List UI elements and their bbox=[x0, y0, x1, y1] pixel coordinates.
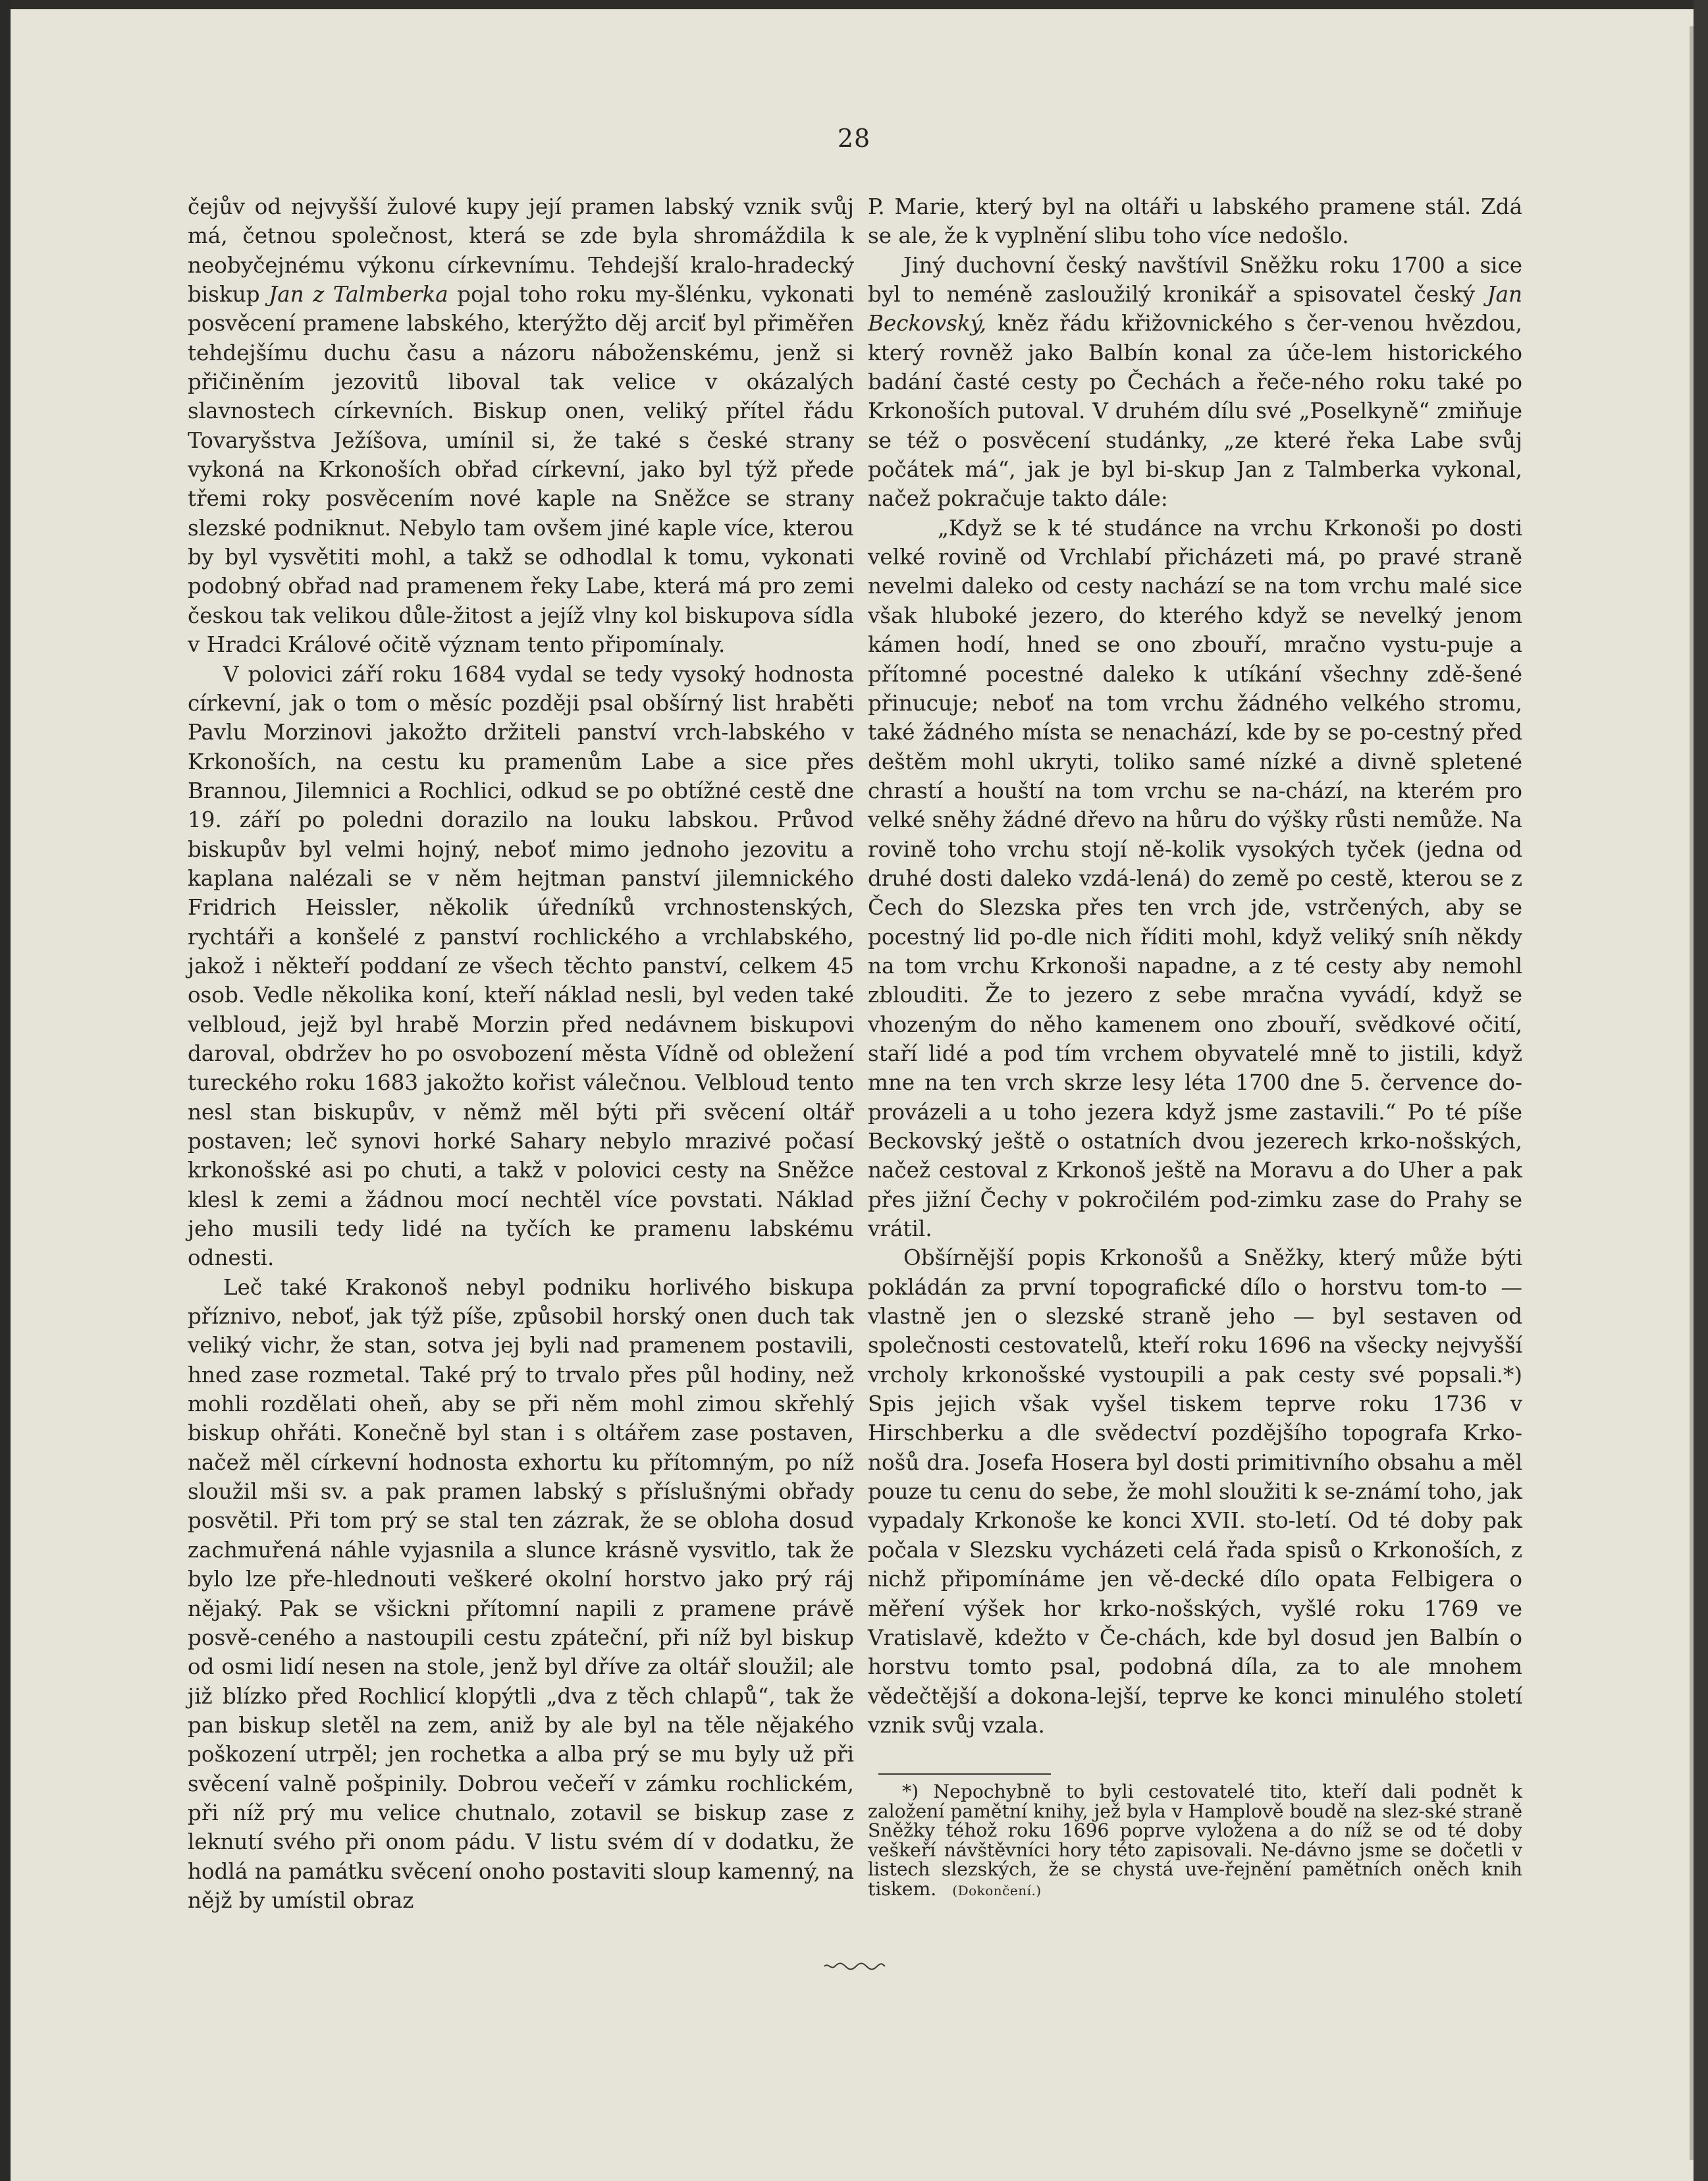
page-number: 28 bbox=[837, 124, 871, 153]
scan-edge-right bbox=[1694, 0, 1708, 2181]
paragraph: Leč také Krakonoš nebyl podniku horlivého biskupa příznivo, neboť, jak týž píše, způsobil horský onen duch tak veliký vichr, že stan, sotva jej byli nad pramenem postavili, hned zase rozmetal. Také prý to trvalo přes půl hodiny, než mohli rozdělati oheň, aby se při něm mohl zimou skřehlý biskup ohřáti. Konečně byl stan i s oltářem zase postaven, načež měl církevní hodnosta exhortu ku přítomným, po níž sloužil mši sv. a pak pramen labský s příslušnými obřady posvětil. Při tom prý se stal ten zázrak, že se obloha dosud zachmuřená náhle vyjasnila a slunce krásně vysvitlo, tak že bylo lze pře-hlednouti veškeré okolní horstvo jako prý ráj nějaký. Pak se všickni přítomní napili z pramene právě posvě-ceného a nastoupili cestu zpáteční, při níž byl biskup od osmi lidí nesen na stole, jenž byl dříve za oltář sloužil; ale již blízko před Rochlicí klopýtli „dva z těch chlapů“, tak že pan biskup sletěl na zem, aniž by ale byl na těle nějakého poškození utrpěl; jen rochetka a alba prý se mu byly už při svěcení valně pošpinily. Dobrou večeří v zámku rochlickém, při níž prý mu velice chutnalo, zotavil se biskup zase z leknutí svého při onom pádu. V listu svém dí v dodatku, že hodlá na památku svěcení onoho postaviti sloup kamenný, na nějž by umístil obraz bbox=[188, 1274, 854, 1913]
scan-edge-left bbox=[0, 0, 11, 2181]
text-run: pojal toho roku my-šlénku, vykonati posvěcení pramene labského, kterýžto děj arciť byl přiměřen tehdejšímu duchu času a názoru náboženskému, jenž si přičiněním jezovitů liboval tak velice v okázalých slavnostech církevních. Biskup onen, veliký přítel řádu Tovaryšstva Ježíšova, umínil si, že také s české strany vykoná na Krkonoších obřad církevní, jako byl týž přede třemi roky posvěcením nové kaple na Sněžce se strany slezské podniknut. Nebylo tam ovšem jiné kaple více, kterou by byl vysvětiti mohl, a takž se odhodlal k tomu, vykonati podobný obřad nad pramenem řeky Labe, která má pro zemi českou tak velikou důle-žitost a jejíž vlny kol biskupova sídla v Hradci Králové očitě význam tento připomínaly. bbox=[188, 282, 854, 658]
paragraph: V polovici září roku 1684 vydal se tedy vysoký hodnosta církevní, jak o tom o měsíc později psal obšírný list hraběti Pavlu Morzinovi jakožto držiteli panství vrch-labského v Krkonoších, na cestu ku pramenům Labe a sice přes Brannou, Jilemnici a Rochlici, odkud se po obtížné cestě dne 19. září po poledni dorazilo na louku labskou. Průvod biskupův byl velmi hojný, neboť mimo jednoho jezovitu a kaplana nalézali se v něm hejtman panství jilemnického Fridrich Heissler, několik úředníků vrchnostenských, rychtáři a konšelé z panství rochlického a vrchlabského, jakož i někteří poddaní ze všech těchto panství, celkem 45 osob. Vedle několika koní, kteří náklad nesli, byl veden také velbloud, jejž byl hrabě Morzin před nedávnem biskupovi daroval, obdržev ho po osvobození města Vídně od obležení tureckého roku 1683 jakožto kořist válečnou. Velbloud tento nesl stan biskupův, v němž měl býti při svěcení oltář postaven; leč synovi horké Sahary nebylo mrazivé počasí krkonošské asi po chuti, a takž v polovici cesty na Sněžce klesl k zemi a žádnou mocí nechtěl více povstati. Náklad jeho musili tedy lidé na tyčích ke pramenu labskému odnesti. bbox=[188, 661, 854, 1271]
text-run: Jiný duchovní český navštívil Sněžku roku 1700 a sice byl to neméně zasloužilý kronikář a spisovatel český bbox=[868, 252, 1522, 308]
footnote-body: *) Nepochybně to byli cestovatelé tito, kteří dali podnět k založení pamětní knihy, jež byla v Hamplově boudě na slez-ské straně Sněžky téhož roku 1696 poprve vyložena a do níž se od té doby veškeří návštěvníci hory této zapisovali. Ne-dávno jsme se dočetli v listech slezských, že se chystá uve-řejnění pamětních oněch knih tiskem. bbox=[868, 1781, 1522, 1900]
text-run: čejův od nejvyšší žulové kupy její pramen labský vznik svůj má, četnou společnost, která se zde byla shromáždila k neobyčejnému výkonu církevnímu. Tehdejší kralo-hradecký biskup bbox=[188, 194, 854, 308]
paragraph bbox=[868, 251, 1522, 514]
paragraph bbox=[188, 192, 854, 660]
scan-edge-right-shadow bbox=[1690, 26, 1694, 2160]
paragraph: P. Marie, který byl na oltáři u labského pramene stál. Zdá se ale, že k vyplnění slibu toho více nedošlo. bbox=[868, 194, 1522, 249]
footnote-divider bbox=[878, 1773, 1051, 1775]
footnote-text bbox=[868, 1782, 1522, 1901]
paragraph: Obšírnější popis Krkonošů a Sněžky, který může býti pokládán za první topografické dílo o horstvu tom-to — vlastně jen o slezské straně jeho — byl sestaven od společnosti cestovatelů, kteří roku 1696 na všecky nejvyšší vrcholy krkonošské vystoupili a pak cesty své popsali.*) Spis jejich však vyšel tiskem teprve roku 1736 v Hirschberku a dle svědectví pozdějšího topografa Krko-nošů dra. Josefa Hosera byl dosti primitivního obsahu a měl pouze tu cenu do sebe, že mohl sloužiti k se-známí toho, jak vypadaly Krkonoše ke konci XVII. sto-letí. Od té doby pak počala v Slezsku vycházeti celá řada spisů o Krkonoších, z nichž připomínáme jen vě-decké dílo opata Felbigera o měření výšek hor krko-nošských, vyšlé roku 1769 ve Vratislavě, kdežto v Če-chách, kde byl dosud jen Balbín o horstvu tomto psal, podobná díla, za to ale mnohem vědečtější a dokona-lejší, teprve ke konci minulého století vznik svůj vzala. bbox=[868, 1245, 1522, 1738]
continuation-mark: (Dokončení.) bbox=[952, 1882, 1042, 1898]
italic-name: Jan z Talmberka bbox=[269, 282, 448, 308]
scan-edge-top bbox=[0, 0, 1708, 9]
text-run: kněz řádu křižovnického s čer-venou hvězdou, který rovněž jako Balbín konal za úče-lem historického badání časté cesty po Čechách a řeče-ného roku také po Krkonoších putoval. V druhém dílu své „Poselkyně“ zmiňuje se též o posvěcení studánky, „ze které řeka Labe svůj počátek má“, jak je byl bi-skup Jan z Talmberka vykonal, načež pokračuje takto dále: bbox=[868, 311, 1522, 512]
end-ornament-icon bbox=[823, 1957, 886, 1977]
footnote bbox=[868, 1782, 1522, 1901]
right-column bbox=[868, 192, 1522, 1740]
quote-paragraph: „Když se k té studánce na vrchu Krkonoši po dosti velké rovině od Vrchlabí přicházeti má, po pravé straně nevelmi daleko od cesty nachází se na tom vrchu malé sice však hluboké jezero, do kterého když se nevelký jenom kámen hodí, hned se ono zbouří, mračno vystu-puje a přítomné pocestné daleko k utíkání všechny zdě-šené přinucuje; neboť na tom vrchu žádného velkého stromu, také žádného místa se nenachází, kde by se po-cestný před deštěm mohl ukryti, toliko samé nízké a divně spletené chrastí a houští na tom vrchu se na-chází, na kterém pro velké sněhy žádné dřevo na hůru do výšky růsti nemůže. Na rovině toho vrchu stojí ně-kolik vysokých tyček (jedna od druhé dosti daleko vzdá-lená) do země po cestě, kterou se z Čech do Slezska přes ten vrch jde, vstrčených, aby se pocestný lid po-dle nich říditi mohl, když veliký sníh někdy na tom vrchu Krkonoši napadne, a z té cesty aby nemohl zblouditi. Že to jezero z sebe mračna vyvádí, když se vhozeným do něho kamenem ono zbouří, svědkové očití, staří lidé a pod tím vrchem obyvatelé mně to jistili, když mne na ten vrch skrze lesy léta 1700 dne 5. července do-provázeli a u toho jezera když jsme zastavili.“ Po té píše Beckovský ještě o ostatních dvou jezerech krko-nošských, načež cestoval z Krkonoš ještě na Moravu a do Uher a pak přes jižní Čechy v pokročilém pod-zimku zase do Prahy se vrátil. bbox=[868, 515, 1522, 1242]
italic-name: Jan Beckovský, bbox=[868, 282, 1523, 337]
left-column bbox=[188, 192, 854, 1915]
